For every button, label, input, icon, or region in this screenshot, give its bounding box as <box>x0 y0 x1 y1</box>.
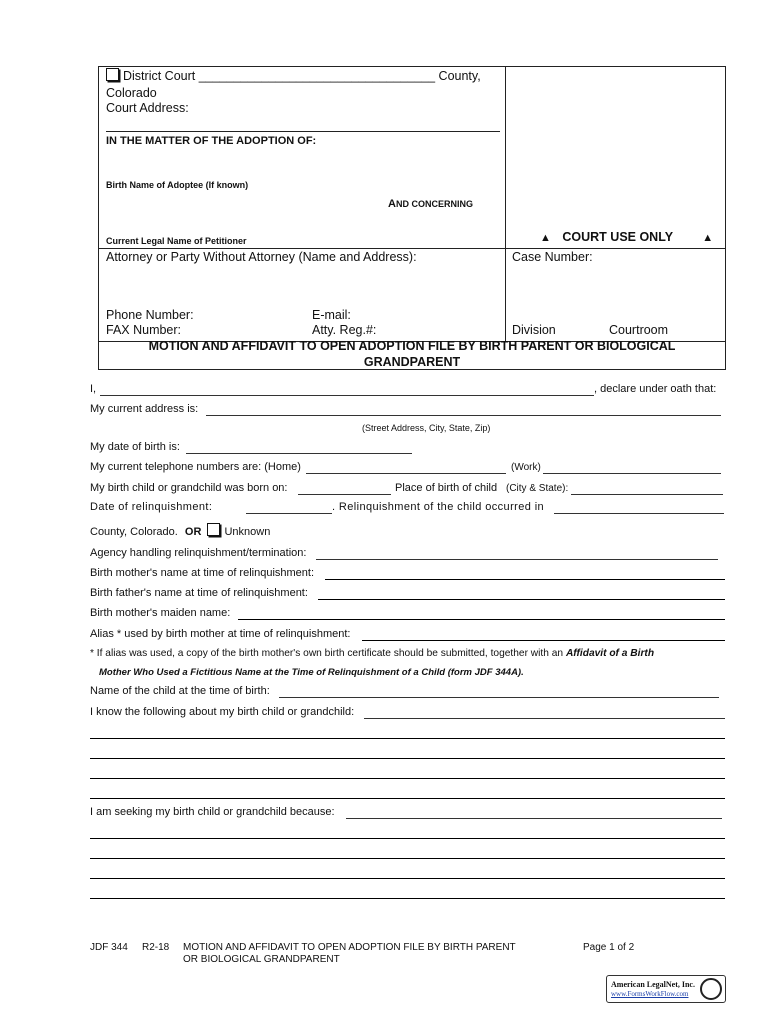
address-hint: (Street Address, City, State, Zip) <box>362 423 491 433</box>
caption-divider-horizontal <box>98 248 726 249</box>
footer-revision: R2-18 <box>142 942 170 953</box>
state-label: Colorado <box>106 86 157 100</box>
document-title: MOTION AND AFFIDAVIT TO OPEN ADOPTION FILE BY BIRTH PARENT OR BIOLOGICAL GRANDPARENT <box>148 339 676 369</box>
up-arrow-icon: ▲ <box>540 232 551 244</box>
know-line-2[interactable] <box>90 758 725 759</box>
place-of-birth-label: Place of birth of child <box>395 482 498 494</box>
alias-note-form: Mother Who Used a Fictitious Name at the Time of Relinquishment of a Child (form JDF 344A). <box>99 667 524 678</box>
up-arrow-icon: ▲ <box>702 232 714 244</box>
email-label: E-mail: <box>312 308 351 322</box>
relinquishment-date-label: Date of relinquishment: <box>90 501 213 513</box>
know-line-1[interactable] <box>90 738 725 739</box>
seeking-line-3[interactable] <box>90 878 725 879</box>
case-number-label: Case Number: <box>512 250 593 264</box>
maiden-field[interactable] <box>238 619 725 620</box>
atty-reg-label: Atty. Reg.#: <box>312 323 377 337</box>
court-address-label: Court Address: <box>106 101 189 115</box>
work-label: (Work) <box>511 462 541 473</box>
declarant-name-field[interactable] <box>100 395 594 396</box>
publisher-logo: American LegalNet, Inc. www.FormsWorkFlow.com <box>606 975 726 1003</box>
district-court-checkbox[interactable] <box>106 68 119 81</box>
child-name-field[interactable] <box>279 697 719 698</box>
court-address-line <box>106 131 500 132</box>
agency-field[interactable] <box>316 559 718 560</box>
fax-label: FAX Number: <box>106 323 182 337</box>
know-line-4[interactable] <box>90 798 725 799</box>
alias-field[interactable] <box>362 640 725 641</box>
footer-title-1: MOTION AND AFFIDAVIT TO OPEN ADOPTION FILE BY BIRTH PARENT <box>183 942 516 953</box>
born-on-field[interactable] <box>298 494 391 495</box>
declare-end: , declare under oath that: <box>594 383 717 395</box>
and-concerning: AND CONCERNING <box>388 198 473 210</box>
father-name-label: Birth father's name at time of relinquishment: <box>90 587 308 599</box>
relinquishment-date-field[interactable] <box>246 513 332 514</box>
dob-label: My date of birth is: <box>90 441 180 453</box>
relinquishment-occurred-label: . Relinquishment of the child occurred in <box>332 501 545 513</box>
caption-divider-vertical <box>505 66 506 342</box>
relinquishment-county-field[interactable] <box>554 513 724 514</box>
alias-note: * If alias was used, a copy of the birth mother's own birth certificate should be submitted, together with an Affidavit of a Birth <box>90 648 655 659</box>
know-field[interactable] <box>364 718 725 719</box>
know-label: I know the following about my birth child or grandchild: <box>90 706 355 718</box>
unknown-checkbox[interactable] <box>207 523 220 536</box>
division-label: Division <box>512 323 556 337</box>
born-on-label: My birth child or grandchild was born on: <box>90 482 288 494</box>
phone-label: Phone Number: <box>106 308 194 322</box>
seeking-line-4[interactable] <box>90 898 725 899</box>
home-phone-field[interactable] <box>306 473 506 474</box>
mother-name-label: Birth mother's name at time of relinquishment: <box>90 567 315 579</box>
matter-heading: IN THE MATTER OF THE ADOPTION OF: <box>106 135 317 147</box>
work-phone-field[interactable] <box>543 473 721 474</box>
court-use-only: ▲ COURT USE ONLY ▲ <box>540 230 714 244</box>
current-legal-name-label: Current Legal Name of Petitioner <box>106 236 247 246</box>
know-line-3[interactable] <box>90 778 725 779</box>
declare-i: I, <box>90 383 97 395</box>
court-line: District Court __________________________________ County, <box>106 68 481 83</box>
place-of-birth-field[interactable] <box>571 494 723 495</box>
birth-name-label: Birth Name of Adoptee (If known) <box>106 180 249 190</box>
seeking-line-2[interactable] <box>90 858 725 859</box>
child-name-label: Name of the child at the time of birth: <box>90 685 270 697</box>
agency-label: Agency handling relinquishment/termination: <box>90 547 307 559</box>
footer-title-2: OR BIOLOGICAL GRANDPARENT <box>183 954 340 965</box>
mother-name-field[interactable] <box>325 579 725 580</box>
footer-page: Page 1 of 2 <box>583 942 635 953</box>
footer-form-number: JDF 344 <box>90 942 128 953</box>
courtroom-label: Courtroom <box>609 323 669 337</box>
city-state-label: (City & State): <box>506 483 569 494</box>
address-label: My current address is: <box>90 403 199 415</box>
attorney-label: Attorney or Party Without Attorney (Name and Address): <box>106 250 417 264</box>
publisher-link[interactable]: www.FormsWorkFlow.com <box>611 990 689 998</box>
seeking-label: I am seeking my birth child or grandchild because: <box>90 806 335 818</box>
maiden-label: Birth mother's maiden name: <box>90 607 231 619</box>
seeking-line-1[interactable] <box>90 838 725 839</box>
alias-label: Alias * used by birth mother at time of relinquishment: <box>90 628 351 640</box>
dob-field[interactable] <box>186 453 412 454</box>
publisher-seal-icon <box>700 978 722 1000</box>
county-colorado-line: County, Colorado. OR Unknown <box>90 523 270 538</box>
address-field[interactable] <box>206 415 721 416</box>
father-name-field[interactable] <box>318 599 725 600</box>
seeking-field[interactable] <box>346 818 722 819</box>
phones-label: My current telephone numbers are: (Home) <box>90 461 301 473</box>
